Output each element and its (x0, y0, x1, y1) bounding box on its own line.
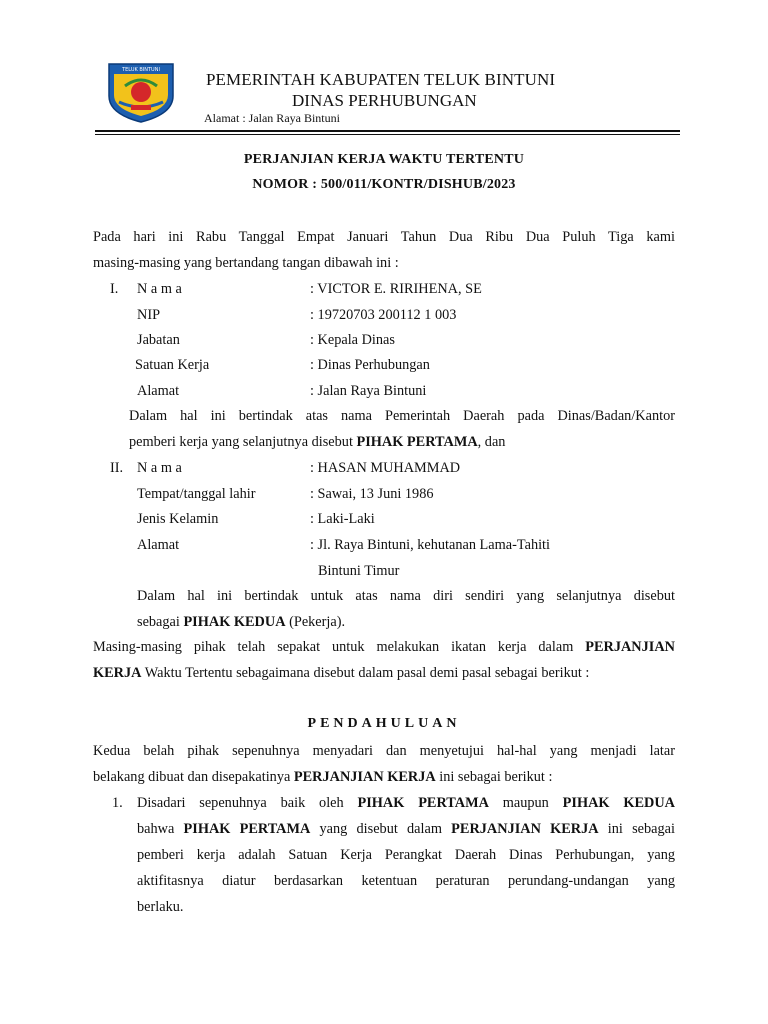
party1-value-name: : VICTOR E. RIRIHENA, SE (310, 281, 482, 297)
party1-label-work-unit: Satuan Kerja (135, 357, 210, 373)
preamble-item-1-line-5: berlaku. (137, 899, 184, 915)
preamble-item-1-line-3: pemberi kerja adalah Satuan Kerja Perangkat Daerah Dinas Perhubungan, yang (137, 847, 675, 863)
agreement-line-2: KERJA Waktu Tertentu sebagaimana disebut dalam pasal demi pasal sebagai berikut : (93, 665, 590, 681)
letterhead-rule-thin (95, 134, 680, 135)
document-title: PERJANJIAN KERJA WAKTU TERTENTU (243, 152, 525, 167)
emblem-banner-text: TELUK BINTUNI (122, 67, 160, 73)
party1-label-name: N a m a (137, 281, 182, 297)
party1-value-address: : Jalan Raya Bintuni (310, 383, 427, 399)
agreement-line-1: Masing-masing pihak telah sepakat untuk melakukan ikatan kerja dalam PERJANJIAN (93, 639, 675, 655)
preamble-item-1-line-4: aktifitasnya diatur berdasarkan ketentuan peraturan perundang-undangan yang (137, 873, 675, 889)
party1-numeral: I. (110, 281, 119, 297)
party2-numeral: II. (110, 460, 124, 476)
opening-line-1: Pada hari ini Rabu Tanggal Empat Januari Tahun Dua Ribu Dua Puluh Tiga kami (93, 229, 675, 245)
party2-label-birth: Tempat/tanggal lahir (137, 486, 256, 502)
party1-statement-line-1: Dalam hal ini bertindak atas nama Pemerintah Daerah pada Dinas/Badan/Kantor (129, 408, 675, 424)
preamble-line-1: Kedua belah pihak sepenuhnya menyadari dan menyetujui hal-hal yang menjadi latar (93, 743, 675, 759)
preamble-item-1-line-1: Disadari sepenuhnya baik oleh PIHAK PERTAMA maupun PIHAK KEDUA (137, 795, 675, 811)
preamble-item-1-number: 1. (112, 795, 123, 811)
preamble-item-1-line-2: bahwa PIHAK PERTAMA yang disebut dalam PERJANJIAN KERJA ini sebagai (137, 821, 675, 837)
party1-value-nip: : 19720703 200112 1 003 (310, 307, 457, 323)
party2-statement-line-1: Dalam hal ini bertindak untuk atas nama diri sendiri yang selanjutnya disebut (137, 588, 675, 604)
party2-label-name: N a m a (137, 460, 182, 476)
opening-line-2: masing-masing yang bertandang tangan dibawah ini : (93, 255, 399, 271)
party1-designation: PIHAK PERTAMA (356, 434, 478, 450)
party2-statement-line-2: sebagai PIHAK KEDUA (Pekerja). (137, 614, 346, 630)
party2-label-gender: Jenis Kelamin (137, 511, 219, 527)
party2-designation: PIHAK KEDUA (183, 614, 286, 630)
department-name: DINAS PERHUBUNGAN (292, 91, 477, 110)
party1-value-work-unit: : Dinas Perhubungan (310, 357, 430, 373)
party2-value-address-cont: Bintuni Timur (318, 563, 400, 579)
party1-label-position: Jabatan (137, 332, 180, 348)
party2-value-gender: : Laki-Laki (310, 511, 375, 527)
party2-value-birth: : Sawai, 13 Juni 1986 (310, 486, 434, 502)
letterhead-rule-thick (95, 130, 680, 132)
party1-label-address: Alamat (137, 383, 180, 399)
preamble-line-2: belakang dibuat dan disepakatinya PERJANJIAN KERJA ini sebagai berikut : (93, 769, 553, 785)
party1-statement-line-2: pemberi kerja yang selanjutnya disebut PIHAK PERTAMA, dan (129, 434, 506, 450)
party2-value-name: : HASAN MUHAMMAD (310, 460, 461, 476)
party1-label-nip: NIP (137, 307, 161, 323)
party1-value-position: : Kepala Dinas (310, 332, 395, 348)
regency-emblem-icon (105, 62, 177, 124)
party2-label-address: Alamat (137, 537, 180, 553)
government-name: PEMERINTAH KABUPATEN TELUK BINTUNI (206, 70, 556, 89)
letterhead-address: Alamat : Jalan Raya Bintuni (204, 111, 340, 125)
party2-value-address: : Jl. Raya Bintuni, kehutanan Lama-Tahiti (310, 537, 551, 553)
preamble-title: PENDAHULUAN (307, 716, 461, 731)
document-number: NOMOR : 500/011/KONTR/DISHUB/2023 (252, 177, 516, 192)
